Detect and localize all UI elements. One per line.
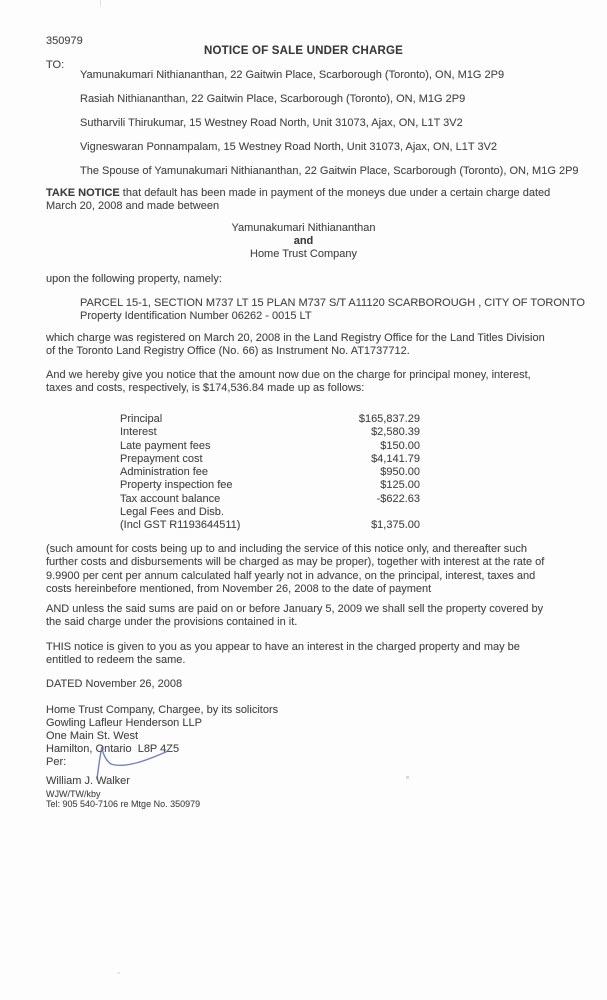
solicitor-address-line: Per: <box>46 756 67 768</box>
recipient-line: Yamunakumari Nithiananthan, 22 Gaitwin Place, Scarborough (Toronto), ON, M1G 2P9 <box>80 69 505 81</box>
recipient-line: Rasiah Nithiananthan, 22 Gaitwin Place, Scarborough (Toronto), ON, M1G 2P9 <box>80 93 466 105</box>
charge-label: Prepayment cost <box>120 452 203 465</box>
charge-value: $150.00 <box>380 439 420 452</box>
costs-note-line: 9.9900 per cent per annum calculated half yearly not in advance, on the principal, interest, taxes and <box>46 569 536 582</box>
costs-note-line: further costs and disbursements will be charged as may be proper), together with interest at the rate of <box>46 556 545 569</box>
parties-conjunction: and <box>293 235 314 247</box>
dated-line: DATED November 26, 2008 <box>46 678 183 690</box>
parties-block <box>0 222 607 261</box>
registration-paragraph <box>46 332 545 359</box>
charge-label: Tax account balance <box>120 492 221 505</box>
charge-row <box>120 440 420 453</box>
sale-warning-paragraph <box>46 603 543 630</box>
solicitor-address-line: Gowling Lafleur Henderson LLP <box>46 717 202 729</box>
charge-row <box>120 413 420 426</box>
take-notice-line-1 <box>46 187 550 200</box>
charge-label: Legal Fees and Disb. <box>120 506 224 519</box>
to-label: TO: <box>46 59 65 71</box>
interest-notice-line: THIS notice is given to you as you appear to have an interest in the charged property and may be <box>46 641 520 653</box>
charge-row <box>120 453 420 466</box>
charge-value: -$622.63 <box>376 492 420 505</box>
take-notice-rest: that default has been made in payment of the moneys due under a certain charge dated <box>119 187 551 199</box>
recipient-line: Vigneswaran Ponnampalam, 15 Westney Road North, Unit 31073, Ajax, ON, L1T 3V2 <box>80 141 498 153</box>
charge-row <box>120 493 420 506</box>
property-description <box>80 297 585 323</box>
pin-line: Property Identification Number 06262 - 0015 LT <box>80 310 312 322</box>
recipient-list <box>80 70 579 177</box>
chargor-name: Yamunakumari Nithiananthan <box>231 222 376 234</box>
amount-due-line: And we hereby give you notice that the amount now due on the charge for principal money, interest, <box>46 369 531 381</box>
charge-value: $1,375.00 <box>371 519 420 532</box>
page-title: NOTICE OF SALE UNDER CHARGE <box>204 45 403 57</box>
charge-value: $165,837.29 <box>358 413 420 425</box>
charge-label: Interest <box>120 426 157 439</box>
file-initials: WJW/TW/kby <box>46 789 101 799</box>
file-number: 350979 <box>46 35 83 47</box>
take-notice-lead: TAKE NOTICE <box>46 187 120 199</box>
sale-warning-line: the said charge under the provisions contained in it. <box>46 616 298 629</box>
recipient-line: The Spouse of Yamunakumari Nithiananthan, 22 Gaitwin Place, Scarborough (Toronto), ON, M1G 2P9 <box>80 165 579 177</box>
charge-row <box>120 466 420 479</box>
charge-value: $4,141.79 <box>371 452 420 465</box>
costs-note-paragraph <box>46 543 544 597</box>
charge-value: $950.00 <box>380 466 420 479</box>
interest-notice-paragraph <box>46 641 520 668</box>
take-notice-line-2: March 20, 2008 and made between <box>46 200 220 213</box>
solicitor-address-line: One Main St. West <box>46 730 139 742</box>
recipient-line: Sutharvili Thirukumar, 15 Westney Road North, Unit 31073, Ajax, ON, L1T 3V2 <box>80 117 463 129</box>
costs-note-line: (such amount for costs being up to and including the service of this notice only, and thereafter such <box>46 543 528 555</box>
telephone-line: Tel: 905 540-7106 re Mtge No. 350979 <box>46 799 201 809</box>
interest-notice-line: entitled to redeem the same. <box>46 654 186 667</box>
registration-line: which charge was registered on March 20, 2008 in the Land Registry Office for the Land Titles Division <box>46 332 545 344</box>
chargee-name: Home Trust Company <box>250 248 357 260</box>
signatory-name: William J. Walker <box>46 775 130 787</box>
take-notice-paragraph <box>46 187 550 214</box>
scan-artifact <box>406 776 409 779</box>
charge-label: Administration fee <box>120 466 209 479</box>
registration-line: of the Toronto Land Registry Office (No. 66) as Instrument No. AT1737712. <box>46 345 410 358</box>
amount-due-line: taxes and costs, respectively, is $174,536.84 made up as follows: <box>46 382 365 395</box>
solicitor-address-line: Hamilton, Ontario L8P 4Z5 <box>46 743 180 755</box>
charge-value: $125.00 <box>380 479 420 492</box>
amount-due-paragraph <box>46 369 531 396</box>
scan-artifact <box>100 0 101 7</box>
charge-value: $2,580.39 <box>371 426 420 439</box>
charge-row <box>120 506 420 519</box>
charge-label: (Incl GST R1193644511) <box>120 519 241 532</box>
sale-warning-line: AND unless the said sums are paid on or before January 5, 2009 we shall sell the property covered by <box>46 603 544 615</box>
costs-note-line: costs hereinbefore mentioned, from November 26, 2008 to the date of payment <box>46 583 432 596</box>
charge-label: Property inspection fee <box>120 479 233 492</box>
charge-row <box>120 426 420 439</box>
charge-label: Principal <box>120 413 163 425</box>
charges-table <box>120 413 420 533</box>
property-intro: upon the following property, namely: <box>46 273 222 285</box>
charge-row <box>120 519 420 532</box>
scan-artifact <box>117 972 120 974</box>
charge-row <box>120 479 420 492</box>
parcel-line: PARCEL 15-1, SECTION M737 LT 15 PLAN M737 S/T A11120 SCARBOROUGH , CITY OF TORONTO <box>80 297 585 309</box>
charge-label: Late payment fees <box>120 439 211 452</box>
solicitor-address-line: Home Trust Company, Chargee, by its solicitors <box>46 704 279 716</box>
